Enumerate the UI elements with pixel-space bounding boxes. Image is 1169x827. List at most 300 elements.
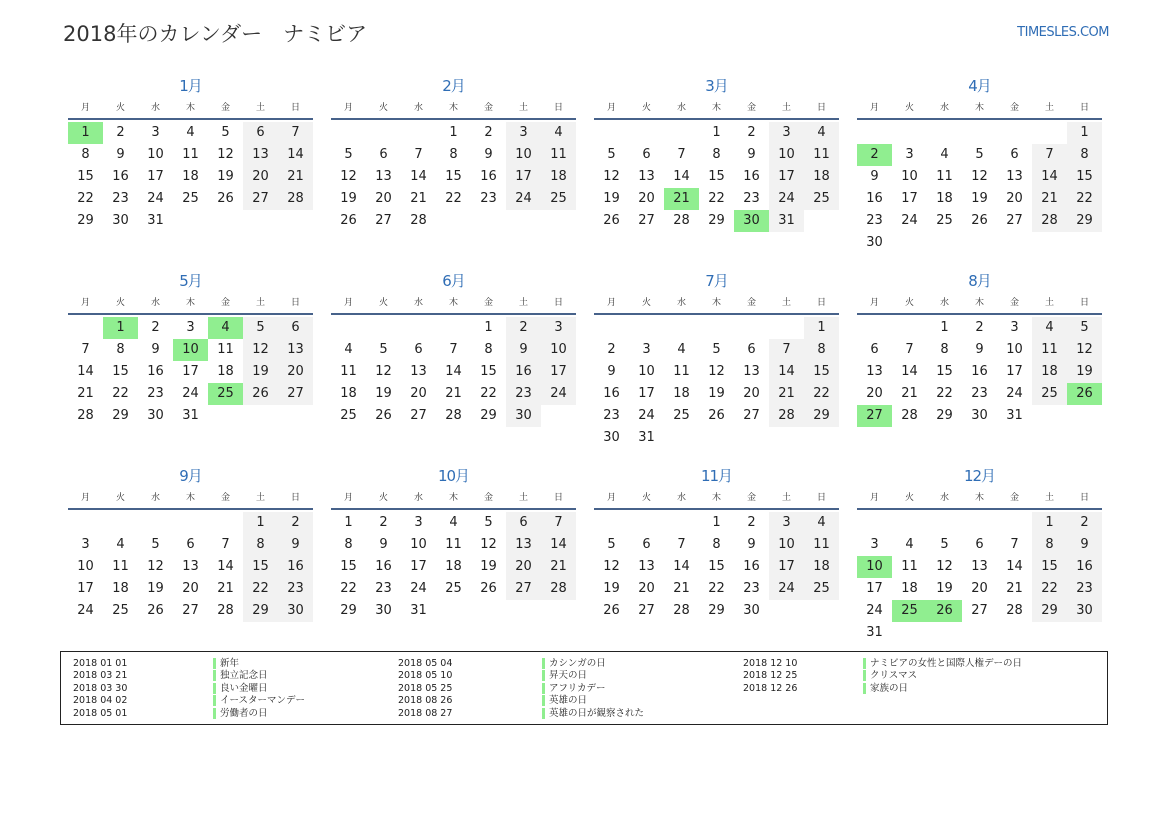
day-cell: 1 bbox=[712, 125, 721, 140]
day-cell: 8 bbox=[804, 339, 839, 361]
day-cell-holiday: 21 bbox=[664, 188, 699, 210]
legend-date: 2018 03 21 bbox=[73, 670, 128, 682]
day-cell: 11 bbox=[217, 342, 234, 357]
day-cell: 30 bbox=[1067, 600, 1102, 622]
day-cell: 7 bbox=[1032, 144, 1067, 166]
day-cell: 2 bbox=[379, 515, 388, 530]
weekday-label: 月 bbox=[343, 493, 353, 503]
day-cell: 30 bbox=[112, 213, 129, 228]
weekday-header bbox=[68, 100, 313, 120]
day-cell: 21 bbox=[410, 191, 427, 206]
legend-date-column bbox=[73, 658, 127, 720]
weekday-label: 月 bbox=[343, 298, 353, 308]
day-cell: 13 bbox=[243, 144, 278, 166]
day-cell: 8 bbox=[712, 537, 721, 552]
day-cell: 12 bbox=[217, 147, 234, 162]
day-cell: 13 bbox=[506, 534, 541, 556]
weekday-label: 日 bbox=[290, 103, 300, 113]
day-cell: 27 bbox=[743, 408, 760, 423]
day-empty bbox=[331, 122, 366, 144]
day-cell: 13 bbox=[638, 169, 655, 184]
weekday-label: 金 bbox=[746, 493, 756, 503]
day-cell: 8 bbox=[1032, 534, 1067, 556]
weekday-label: 木 bbox=[974, 298, 984, 308]
day-cell: 18 bbox=[112, 581, 129, 596]
day-cell: 14 bbox=[769, 361, 804, 383]
legend-holiday-name: クリスマス bbox=[863, 670, 917, 681]
day-cell: 30 bbox=[375, 603, 392, 618]
day-empty bbox=[664, 317, 699, 339]
day-empty bbox=[927, 122, 962, 144]
weekday-label: 土 bbox=[255, 298, 265, 308]
day-cell: 7 bbox=[541, 512, 576, 534]
day-cell: 4 bbox=[541, 122, 576, 144]
day-cell: 16 bbox=[866, 191, 883, 206]
day-cell: 26 bbox=[603, 213, 620, 228]
day-cell: 3 bbox=[81, 537, 90, 552]
day-cell: 12 bbox=[936, 559, 953, 574]
day-cell: 21 bbox=[1006, 581, 1023, 596]
day-cell: 5 bbox=[243, 317, 278, 339]
day-cell: 18 bbox=[901, 581, 918, 596]
day-cell: 22 bbox=[936, 386, 953, 401]
weekday-label: 日 bbox=[816, 298, 826, 308]
day-cell: 3 bbox=[905, 147, 914, 162]
weekday-label: 火 bbox=[641, 493, 651, 503]
day-cell: 6 bbox=[278, 317, 313, 339]
day-cell: 20 bbox=[243, 166, 278, 188]
day-cell: 23 bbox=[1067, 578, 1102, 600]
day-cell: 4 bbox=[186, 125, 195, 140]
day-empty bbox=[857, 512, 892, 534]
day-cell: 17 bbox=[77, 581, 94, 596]
day-grid bbox=[331, 512, 576, 622]
day-grid bbox=[594, 122, 839, 232]
day-cell: 24 bbox=[541, 383, 576, 405]
day-cell: 31 bbox=[769, 210, 804, 232]
weekday-label: 土 bbox=[518, 493, 528, 503]
day-empty bbox=[962, 512, 997, 534]
weekday-label: 月 bbox=[606, 493, 616, 503]
day-cell: 2 bbox=[1067, 512, 1102, 534]
weekday-label: 火 bbox=[115, 493, 125, 503]
weekday-label: 火 bbox=[378, 103, 388, 113]
day-cell-holiday: 2 bbox=[857, 144, 892, 166]
day-empty bbox=[857, 317, 892, 339]
day-cell: 13 bbox=[638, 559, 655, 574]
legend-date: 2018 12 25 bbox=[743, 670, 798, 682]
day-cell: 3 bbox=[1010, 320, 1019, 335]
weekday-label: 火 bbox=[115, 298, 125, 308]
day-cell: 12 bbox=[375, 364, 392, 379]
day-cell: 2 bbox=[116, 125, 125, 140]
day-cell: 1 bbox=[940, 320, 949, 335]
day-cell: 31 bbox=[866, 625, 883, 640]
weekday-label: 金 bbox=[220, 298, 230, 308]
day-empty bbox=[594, 317, 629, 339]
day-cell: 10 bbox=[769, 534, 804, 556]
legend-holiday-name: 新年 bbox=[213, 658, 239, 669]
month-block bbox=[857, 464, 1102, 659]
day-cell: 6 bbox=[642, 147, 651, 162]
day-cell: 20 bbox=[638, 191, 655, 206]
day-cell: 4 bbox=[344, 342, 353, 357]
day-empty bbox=[857, 122, 892, 144]
day-cell: 29 bbox=[243, 600, 278, 622]
day-cell: 29 bbox=[77, 213, 94, 228]
day-cell: 11 bbox=[340, 364, 357, 379]
day-cell: 1 bbox=[804, 317, 839, 339]
day-empty bbox=[734, 317, 769, 339]
day-cell: 22 bbox=[77, 191, 94, 206]
weekday-label: 金 bbox=[483, 298, 493, 308]
weekday-label: 土 bbox=[781, 298, 791, 308]
day-grid bbox=[68, 122, 313, 232]
day-cell: 9 bbox=[1067, 534, 1102, 556]
day-cell: 15 bbox=[445, 169, 462, 184]
day-cell: 8 bbox=[1067, 144, 1102, 166]
day-cell: 6 bbox=[506, 512, 541, 534]
day-cell: 13 bbox=[1006, 169, 1023, 184]
day-cell: 4 bbox=[940, 147, 949, 162]
day-cell: 7 bbox=[449, 342, 458, 357]
weekday-label: 金 bbox=[746, 298, 756, 308]
weekday-label: 水 bbox=[939, 103, 949, 113]
day-cell: 27 bbox=[971, 603, 988, 618]
day-cell: 16 bbox=[1067, 556, 1102, 578]
day-cell: 20 bbox=[743, 386, 760, 401]
day-cell: 28 bbox=[1032, 210, 1067, 232]
day-empty bbox=[173, 512, 208, 534]
day-cell: 8 bbox=[243, 534, 278, 556]
day-cell: 10 bbox=[901, 169, 918, 184]
weekday-label: 月 bbox=[606, 298, 616, 308]
day-cell: 20 bbox=[375, 191, 392, 206]
day-cell: 18 bbox=[182, 169, 199, 184]
day-empty bbox=[664, 512, 699, 534]
day-cell: 26 bbox=[375, 408, 392, 423]
day-cell: 6 bbox=[1010, 147, 1019, 162]
weekday-label: 水 bbox=[413, 103, 423, 113]
day-cell: 6 bbox=[975, 537, 984, 552]
day-empty bbox=[892, 317, 927, 339]
weekday-label: 金 bbox=[483, 493, 493, 503]
day-cell-holiday: 10 bbox=[173, 339, 208, 361]
day-cell: 31 bbox=[638, 430, 655, 445]
month-block bbox=[857, 269, 1102, 464]
day-cell: 14 bbox=[541, 534, 576, 556]
day-cell: 22 bbox=[112, 386, 129, 401]
day-cell: 26 bbox=[147, 603, 164, 618]
day-cell: 10 bbox=[410, 537, 427, 552]
day-cell: 25 bbox=[673, 408, 690, 423]
day-cell: 24 bbox=[147, 191, 164, 206]
months-grid bbox=[68, 74, 1102, 659]
day-cell: 6 bbox=[414, 342, 423, 357]
day-cell: 27 bbox=[1006, 213, 1023, 228]
month-name: 7月 bbox=[705, 272, 728, 290]
day-cell: 2 bbox=[151, 320, 160, 335]
day-cell-holiday: 26 bbox=[1067, 383, 1102, 405]
day-cell: 28 bbox=[410, 213, 427, 228]
day-empty bbox=[629, 122, 664, 144]
day-cell: 21 bbox=[673, 581, 690, 596]
month-block bbox=[331, 269, 576, 464]
day-cell: 7 bbox=[414, 147, 423, 162]
day-cell: 5 bbox=[607, 537, 616, 552]
day-cell: 4 bbox=[1032, 317, 1067, 339]
day-cell: 14 bbox=[445, 364, 462, 379]
day-cell: 21 bbox=[901, 386, 918, 401]
day-cell: 3 bbox=[151, 125, 160, 140]
day-cell: 18 bbox=[340, 386, 357, 401]
day-cell: 8 bbox=[344, 537, 353, 552]
weekday-label: 土 bbox=[781, 103, 791, 113]
weekday-label: 土 bbox=[1044, 298, 1054, 308]
day-cell: 24 bbox=[410, 581, 427, 596]
day-cell: 8 bbox=[484, 342, 493, 357]
weekday-label: 土 bbox=[255, 493, 265, 503]
day-empty bbox=[629, 317, 664, 339]
day-cell: 20 bbox=[638, 581, 655, 596]
day-cell: 5 bbox=[1067, 317, 1102, 339]
day-cell: 26 bbox=[480, 581, 497, 596]
day-empty bbox=[401, 317, 436, 339]
weekday-label: 金 bbox=[1009, 493, 1019, 503]
day-cell: 12 bbox=[147, 559, 164, 574]
day-cell: 5 bbox=[712, 342, 721, 357]
day-cell: 20 bbox=[1006, 191, 1023, 206]
day-cell: 4 bbox=[905, 537, 914, 552]
day-cell: 16 bbox=[112, 169, 129, 184]
day-cell: 3 bbox=[642, 342, 651, 357]
day-grid bbox=[331, 122, 576, 232]
day-cell: 11 bbox=[112, 559, 129, 574]
day-cell: 3 bbox=[541, 317, 576, 339]
day-cell: 11 bbox=[1032, 339, 1067, 361]
day-cell: 22 bbox=[340, 581, 357, 596]
weekday-label: 金 bbox=[483, 103, 493, 113]
day-cell: 17 bbox=[901, 191, 918, 206]
day-cell: 17 bbox=[410, 559, 427, 574]
day-cell: 5 bbox=[484, 515, 493, 530]
weekday-label: 木 bbox=[185, 103, 195, 113]
legend-holiday-name: カシンガの日 bbox=[542, 658, 606, 669]
day-cell: 11 bbox=[804, 534, 839, 556]
weekday-label: 日 bbox=[553, 298, 563, 308]
site-link[interactable]: TIMESLES.COM bbox=[1017, 25, 1109, 40]
day-cell: 30 bbox=[743, 603, 760, 618]
day-cell: 14 bbox=[410, 169, 427, 184]
day-cell: 3 bbox=[870, 537, 879, 552]
legend-holiday-name: 英雄の日が観察された bbox=[542, 708, 644, 719]
day-cell: 11 bbox=[445, 537, 462, 552]
day-grid bbox=[857, 122, 1102, 254]
day-cell: 19 bbox=[603, 191, 620, 206]
day-cell: 28 bbox=[673, 603, 690, 618]
weekday-label: 木 bbox=[448, 298, 458, 308]
legend-date: 2018 04 02 bbox=[73, 695, 128, 707]
day-cell: 7 bbox=[221, 537, 230, 552]
day-cell: 24 bbox=[77, 603, 94, 618]
weekday-label: 木 bbox=[711, 103, 721, 113]
day-cell: 9 bbox=[607, 364, 616, 379]
day-empty bbox=[1032, 122, 1067, 144]
day-cell: 7 bbox=[677, 537, 686, 552]
legend-date: 2018 12 26 bbox=[743, 682, 798, 694]
day-cell: 30 bbox=[866, 235, 883, 250]
day-cell: 11 bbox=[901, 559, 918, 574]
day-cell: 29 bbox=[708, 213, 725, 228]
legend-holiday-name: アフリカデー bbox=[542, 683, 606, 694]
day-cell: 15 bbox=[340, 559, 357, 574]
day-cell: 30 bbox=[278, 600, 313, 622]
day-cell: 10 bbox=[147, 147, 164, 162]
day-empty bbox=[664, 122, 699, 144]
day-cell: 8 bbox=[940, 342, 949, 357]
day-cell-holiday: 1 bbox=[68, 122, 103, 144]
legend-row bbox=[213, 683, 305, 695]
day-cell: 14 bbox=[673, 169, 690, 184]
day-cell: 9 bbox=[379, 537, 388, 552]
month-name: 9月 bbox=[179, 467, 202, 485]
day-cell: 25 bbox=[804, 578, 839, 600]
day-cell: 13 bbox=[375, 169, 392, 184]
day-cell: 15 bbox=[1067, 166, 1102, 188]
day-cell: 1 bbox=[484, 320, 493, 335]
weekday-label: 水 bbox=[939, 493, 949, 503]
weekday-label: 火 bbox=[378, 493, 388, 503]
legend-holiday-name: 英雄の日 bbox=[542, 695, 587, 706]
day-cell: 21 bbox=[541, 556, 576, 578]
legend-row bbox=[213, 695, 305, 707]
day-cell: 10 bbox=[77, 559, 94, 574]
day-cell: 12 bbox=[243, 339, 278, 361]
day-cell: 12 bbox=[971, 169, 988, 184]
day-cell: 14 bbox=[217, 559, 234, 574]
legend-date: 2018 08 26 bbox=[398, 695, 453, 707]
weekday-label: 日 bbox=[816, 103, 826, 113]
day-cell: 9 bbox=[747, 537, 756, 552]
day-grid bbox=[331, 317, 576, 427]
day-cell: 25 bbox=[340, 408, 357, 423]
day-cell: 7 bbox=[769, 339, 804, 361]
day-cell: 28 bbox=[769, 405, 804, 427]
day-cell: 2 bbox=[747, 125, 756, 140]
weekday-label: 水 bbox=[150, 103, 160, 113]
day-cell: 4 bbox=[804, 122, 839, 144]
day-cell: 18 bbox=[541, 166, 576, 188]
legend-name-column bbox=[213, 658, 305, 720]
day-cell: 31 bbox=[147, 213, 164, 228]
weekday-label: 土 bbox=[255, 103, 265, 113]
weekday-label: 土 bbox=[781, 493, 791, 503]
day-empty bbox=[208, 512, 243, 534]
weekday-header bbox=[68, 490, 313, 510]
day-cell: 27 bbox=[243, 188, 278, 210]
weekday-label: 日 bbox=[290, 298, 300, 308]
day-cell: 4 bbox=[116, 537, 125, 552]
day-cell: 23 bbox=[278, 578, 313, 600]
weekday-label: 土 bbox=[1044, 493, 1054, 503]
day-cell: 24 bbox=[182, 386, 199, 401]
day-cell: 15 bbox=[1032, 556, 1067, 578]
day-cell: 1 bbox=[712, 515, 721, 530]
month-block bbox=[68, 269, 313, 464]
day-cell: 23 bbox=[506, 383, 541, 405]
day-cell: 16 bbox=[506, 361, 541, 383]
day-empty bbox=[138, 512, 173, 534]
month-name: 8月 bbox=[968, 272, 991, 290]
day-cell: 29 bbox=[1032, 600, 1067, 622]
day-cell: 12 bbox=[708, 364, 725, 379]
day-cell: 23 bbox=[866, 213, 883, 228]
month-block bbox=[331, 464, 576, 659]
day-cell: 28 bbox=[1006, 603, 1023, 618]
day-cell: 7 bbox=[677, 147, 686, 162]
weekday-label: 水 bbox=[150, 298, 160, 308]
day-cell: 15 bbox=[77, 169, 94, 184]
day-empty bbox=[927, 512, 962, 534]
day-cell: 26 bbox=[971, 213, 988, 228]
legend-row bbox=[213, 708, 305, 720]
legend-row bbox=[542, 683, 644, 695]
day-cell: 5 bbox=[975, 147, 984, 162]
day-cell: 12 bbox=[1067, 339, 1102, 361]
day-cell: 23 bbox=[112, 191, 129, 206]
day-cell: 18 bbox=[217, 364, 234, 379]
day-cell: 27 bbox=[638, 603, 655, 618]
day-cell: 3 bbox=[186, 320, 195, 335]
day-cell: 28 bbox=[445, 408, 462, 423]
day-cell: 28 bbox=[217, 603, 234, 618]
day-cell: 16 bbox=[375, 559, 392, 574]
day-empty bbox=[366, 317, 401, 339]
day-cell: 3 bbox=[506, 122, 541, 144]
weekday-label: 木 bbox=[185, 298, 195, 308]
day-cell: 15 bbox=[708, 559, 725, 574]
weekday-label: 月 bbox=[869, 298, 879, 308]
day-cell: 31 bbox=[410, 603, 427, 618]
day-cell: 29 bbox=[112, 408, 129, 423]
weekday-label: 金 bbox=[220, 103, 230, 113]
day-cell: 25 bbox=[112, 603, 129, 618]
day-cell: 18 bbox=[673, 386, 690, 401]
day-empty bbox=[594, 512, 629, 534]
day-cell: 10 bbox=[506, 144, 541, 166]
weekday-header bbox=[331, 295, 576, 315]
day-cell: 14 bbox=[1006, 559, 1023, 574]
day-cell: 28 bbox=[901, 408, 918, 423]
day-cell: 16 bbox=[147, 364, 164, 379]
day-cell: 19 bbox=[375, 386, 392, 401]
day-cell: 26 bbox=[243, 383, 278, 405]
day-cell: 5 bbox=[151, 537, 160, 552]
weekday-label: 火 bbox=[641, 103, 651, 113]
day-cell-holiday: 30 bbox=[734, 210, 769, 232]
day-cell: 22 bbox=[480, 386, 497, 401]
day-cell: 15 bbox=[936, 364, 953, 379]
weekday-label: 日 bbox=[1079, 493, 1089, 503]
day-cell: 9 bbox=[747, 147, 756, 162]
weekday-label: 火 bbox=[904, 493, 914, 503]
weekday-label: 金 bbox=[746, 103, 756, 113]
day-empty bbox=[68, 317, 103, 339]
day-empty bbox=[401, 122, 436, 144]
day-cell: 11 bbox=[182, 147, 199, 162]
day-empty bbox=[629, 512, 664, 534]
day-cell: 25 bbox=[1032, 383, 1067, 405]
